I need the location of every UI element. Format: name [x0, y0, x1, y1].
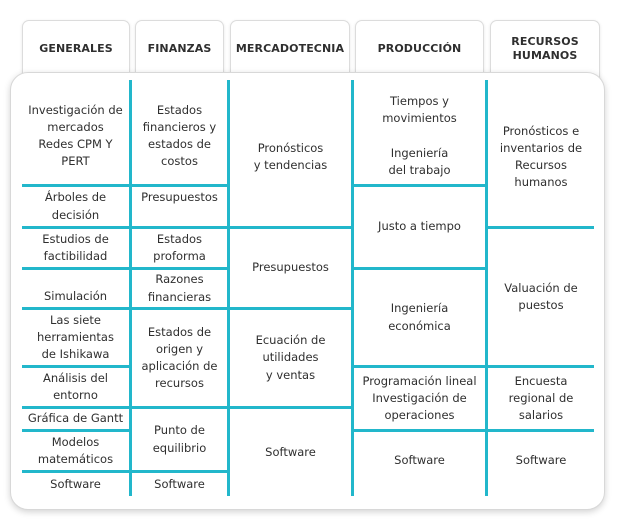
cell-software-rrhh: Software [515, 453, 567, 468]
cell-software-produccion: Software [394, 453, 445, 468]
cell-software-generales: Software [50, 476, 101, 491]
cell-punto-equilibrio: Punto de equilibrio [152, 423, 207, 455]
cell-valuacion-puestos: Valuación de puestos [504, 280, 578, 312]
cell-estados-proforma: Estados proforma [153, 231, 206, 263]
cell-encuesta-salarios: Encuesta regional de salarios [508, 373, 574, 422]
header-mercadotecnia: MERCADOTECNIA [230, 20, 350, 80]
cell-estudios-factibilidad: Estudios de factibilidad [42, 231, 109, 263]
cell-tiempos-movimientos: Tiempos y movimientos Ingeniería del trabajo [382, 94, 457, 177]
cell-arboles-decision: Árboles de decisión [44, 190, 107, 222]
cell-estados-financieros: Estados financieros y estados de costos [142, 102, 217, 169]
row-divider [22, 267, 129, 270]
cell-estados-origen: Estados de origen y aplicación de recursos [141, 324, 218, 391]
cell-investigacion-mercados: Investigación de mercados Redes CPM Y PERT [28, 102, 123, 169]
cell-programacion-lineal: Programación lineal Investigación de operaciones [362, 373, 477, 422]
cell-analisis-entorno: Análisis del entorno [43, 370, 108, 402]
cell-presupuestos-finanzas: Presupuestos [141, 190, 218, 205]
cell-software-finanzas: Software [154, 476, 205, 491]
cell-simulacion: Simulación [43, 288, 108, 303]
cell-software-mercadotecnia: Software [265, 444, 316, 459]
header-generales: GENERALES [22, 20, 130, 80]
cell-siete-herramientas: Las siete herramientas de Ishikawa [37, 312, 114, 361]
cell-razones-financieras: Razones financieras [147, 272, 212, 304]
cell-ingenieria-economica: Ingeniería económica [388, 301, 451, 333]
cell-ecuacion-utilidades: Ecuación de utilidades y ventas [255, 333, 326, 382]
cell-justo-a-tiempo: Justo a tiempo [378, 219, 461, 234]
header-finanzas: FINANZAS [135, 20, 224, 80]
cell-grafica-gantt: Gráfica de Gantt [27, 411, 124, 426]
cell-pronosticos-tendencias: Pronósticos y tendencias [253, 140, 328, 172]
cell-modelos-matematicos: Modelos matemáticos [37, 434, 114, 466]
cell-pronosticos-inventarios: Pronósticos e inventarios de Recursos humanos [499, 123, 583, 190]
header-recursos-humanos: RECURSOS HUMANOS [490, 20, 600, 80]
header-produccion: PRODUCCIÓN [355, 20, 484, 80]
cell-presupuestos-mercadotecnia: Presupuestos [252, 260, 329, 275]
